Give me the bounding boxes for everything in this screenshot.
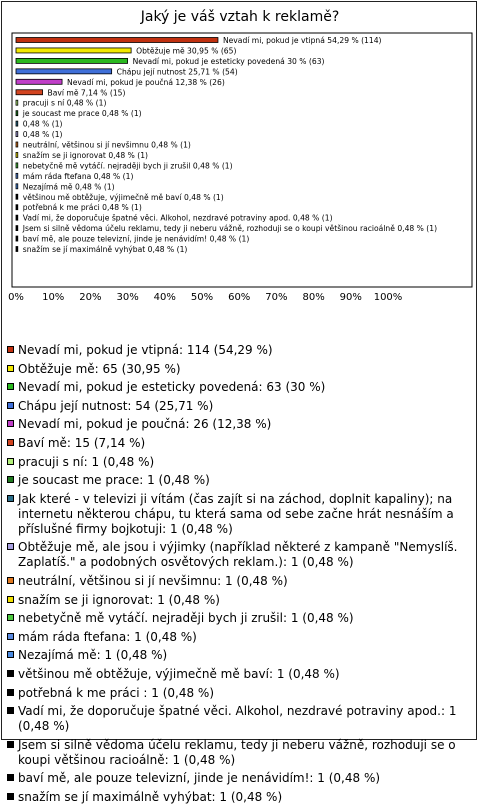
legend-item	[7, 574, 473, 589]
legend-swatch	[7, 633, 14, 640]
bar-label: pracuji s ní 0,48 % (1)	[22, 98, 107, 108]
legend-label: většinou mě obtěžuje, výjimečně mě baví: 1 (0,48 %)	[18, 666, 340, 681]
bar	[16, 69, 112, 74]
legend-swatch	[7, 458, 14, 465]
legend-swatch	[7, 346, 14, 353]
legend-item	[7, 771, 473, 786]
x-tick-label: 100%	[373, 292, 403, 303]
legend-item	[7, 492, 473, 537]
legend-label: neutrální, většinou si jí nevšimnu: 1 (0,48 %)	[18, 573, 288, 588]
legend-label: Jsem si silně vědoma účelu reklamu, tedy ji neberu vážně, rozhoduji se o koupi většinou racioálně: 1 (0,48 %)	[18, 737, 456, 767]
bar-label: Nevadí mi, pokud je poučná 12,38 % (26)	[67, 77, 225, 87]
legend-label: Obtěžuje mě: 65 (30,95 %)	[18, 361, 181, 376]
bar-label: Obtěžuje mě 30,95 % (65)	[136, 46, 237, 56]
x-tick-label: 80%	[302, 292, 325, 303]
legend-label: je soucast me prace: 1 (0,48 %)	[18, 473, 210, 488]
bar	[16, 194, 18, 199]
legend-item	[7, 343, 473, 358]
legend-swatch	[7, 476, 14, 483]
legend-label: Jak které - v televizi ji vítám (čas zajít si na záchod, doplnit kapaliny); na internetu některou chápu, tu která sama od sebe začne hrát nesnáším a příslušné firmy bojkotuji: 1 (0,48 %)	[18, 491, 454, 536]
legend-label: baví mě, ale pouze televizní, jinde je nenávidím!: 1 (0,48 %)	[18, 771, 381, 786]
x-tick-label: 40%	[153, 292, 176, 303]
bar-label: Vadí mi, že doporučuje špatné věci. Alkohol, nezdravé potraviny apod. 0,48 % (1)	[22, 213, 333, 223]
x-tick-label: 70%	[265, 292, 288, 303]
bar-label: 0,48 % (1)	[22, 130, 63, 140]
bar-label: mám ráda ftefana 0,48 % (1)	[22, 171, 134, 181]
bar	[16, 215, 18, 220]
legend-swatch	[7, 614, 14, 621]
x-tick-label: 0%	[8, 292, 24, 303]
chart-legend	[7, 343, 473, 808]
legend-swatch	[7, 543, 14, 550]
bar-label: baví mě, ale pouze televizní, jinde je nenávidím! 0,48 % (1)	[22, 234, 250, 244]
legend-item	[7, 630, 473, 645]
legend-swatch	[7, 495, 14, 502]
legend-swatch	[7, 774, 14, 781]
bar-label: potřebná k me práci 0,48 % (1)	[22, 203, 142, 213]
bar	[16, 152, 18, 157]
legend-item	[7, 417, 473, 432]
bar-label: Nevadí mi, pokud je esteticky povedená 30 % (63)	[132, 56, 325, 66]
bar	[16, 132, 18, 137]
bar	[16, 205, 18, 210]
legend-swatch	[7, 689, 14, 696]
bar-label: Chápu její nutnost 25,71 % (54)	[116, 67, 238, 77]
legend-swatch	[7, 420, 14, 427]
legend-swatch	[7, 596, 14, 603]
legend-item	[7, 540, 473, 570]
legend-item	[7, 667, 473, 682]
bar	[16, 79, 62, 84]
legend-swatch	[7, 577, 14, 584]
legend-swatch	[7, 793, 14, 800]
bar-label: Jsem si silně vědoma účelu reklamu, tedy ji neberu vážně, rozhoduji se o koupi většinou racioálně 0,48 % (1)	[22, 224, 438, 234]
legend-label: nebetyčně mě vytáčí. nejraději bych ji zrušil: 1 (0,48 %)	[18, 611, 354, 626]
legend-swatch	[7, 670, 14, 677]
legend-item	[7, 790, 473, 805]
legend-item	[7, 362, 473, 377]
legend-swatch	[7, 383, 14, 390]
legend-item	[7, 455, 473, 470]
x-tick-label: 10%	[42, 292, 65, 303]
legend-swatch	[7, 365, 14, 372]
legend-item	[7, 473, 473, 488]
legend-label: Nevadí mi, pokud je vtipná: 114 (54,29 %)	[18, 343, 273, 357]
bar	[16, 111, 18, 116]
legend-item	[7, 738, 473, 768]
legend-swatch	[7, 707, 14, 714]
legend-label: pracuji s ní: 1 (0,48 %)	[18, 454, 155, 469]
legend-swatch	[7, 741, 14, 748]
bar	[16, 163, 18, 168]
legend-label: Obtěžuje mě, ale jsou i výjimky (například některé z kampaně "Nemyslíš. Zaplatíš." a podobných osvětových reklam.): 1 (0,48 %)	[18, 540, 458, 570]
bar-chart	[0, 0, 480, 340]
bar	[16, 121, 18, 126]
bar	[16, 58, 128, 63]
x-tick-label: 60%	[228, 292, 251, 303]
bar-label: Nezajímá mě 0,48 % (1)	[22, 182, 115, 192]
legend-label: potřebná k me práci : 1 (0,48 %)	[18, 685, 215, 700]
bar-label: Baví mě 7,14 % (15)	[47, 88, 126, 98]
legend-swatch	[7, 439, 14, 446]
bar-label: snažím se ji ignorovat 0,48 % (1)	[22, 150, 149, 160]
legend-item	[7, 380, 473, 395]
legend-label: snažím se jí maximálně vyhýbat: 1 (0,48 %)	[18, 789, 283, 804]
bar-label: Nevadí mi, pokud je vtipná 54,29 % (114)	[222, 36, 382, 45]
bar-label: snažím se jí maximálně vyhýbat 0,48 % (1)	[22, 245, 188, 254]
legend-label: snažím se ji ignorovat: 1 (0,48 %)	[18, 592, 220, 607]
legend-item	[7, 436, 473, 451]
bar	[16, 184, 18, 189]
chart-title: Jaký je váš vztah k reklamě?	[140, 9, 340, 25]
bar	[16, 48, 131, 53]
x-tick-label: 20%	[79, 292, 102, 303]
legend-swatch	[7, 402, 14, 409]
legend-label: Nezajímá mě: 1 (0,48 %)	[18, 648, 168, 663]
x-tick-label: 30%	[116, 292, 139, 303]
legend-item	[7, 648, 473, 663]
legend-label: Vadí mi, že doporučuje špatné věci. Alkohol, nezdravé potraviny apod.: 1 (0,48 %)	[18, 704, 457, 734]
bar	[16, 173, 18, 178]
legend-item	[7, 399, 473, 414]
x-tick-label: 50%	[190, 292, 214, 303]
legend-item	[7, 593, 473, 608]
bar-label: je soucast me prace 0,48 % (1)	[22, 109, 142, 119]
legend-label: mám ráda ftefana: 1 (0,48 %)	[18, 629, 197, 644]
bar	[16, 226, 18, 231]
legend-swatch	[7, 651, 14, 658]
bar-label: 0,48 % (1)	[22, 119, 63, 129]
x-tick-label: 90%	[339, 292, 362, 303]
bar-label: nebetyčně mě vytáčí. nejraději bych ji zrušil 0,48 % (1)	[22, 161, 233, 171]
bar	[16, 90, 43, 95]
bar	[16, 236, 18, 241]
legend-item	[7, 611, 473, 626]
legend-item	[7, 704, 473, 734]
bar-label: neutrální, většinou si jí nevšimnu 0,48 % (1)	[22, 140, 191, 150]
bar	[16, 142, 18, 147]
legend-label: Baví mě: 15 (7,14 %)	[18, 435, 146, 450]
bar-label: většinou mě obtěžuje, výjimečně mě baví 0,48 % (1)	[22, 192, 224, 202]
bar	[16, 247, 18, 252]
legend-label: Chápu její nutnost: 54 (25,71 %)	[18, 398, 214, 413]
bar	[16, 100, 18, 105]
bar	[16, 38, 218, 43]
legend-item	[7, 686, 473, 701]
legend-label: Nevadí mi, pokud je poučná: 26 (12,38 %)	[18, 417, 272, 432]
legend-label: Nevadí mi, pokud je esteticky povedená: 63 (30 %)	[18, 380, 326, 395]
